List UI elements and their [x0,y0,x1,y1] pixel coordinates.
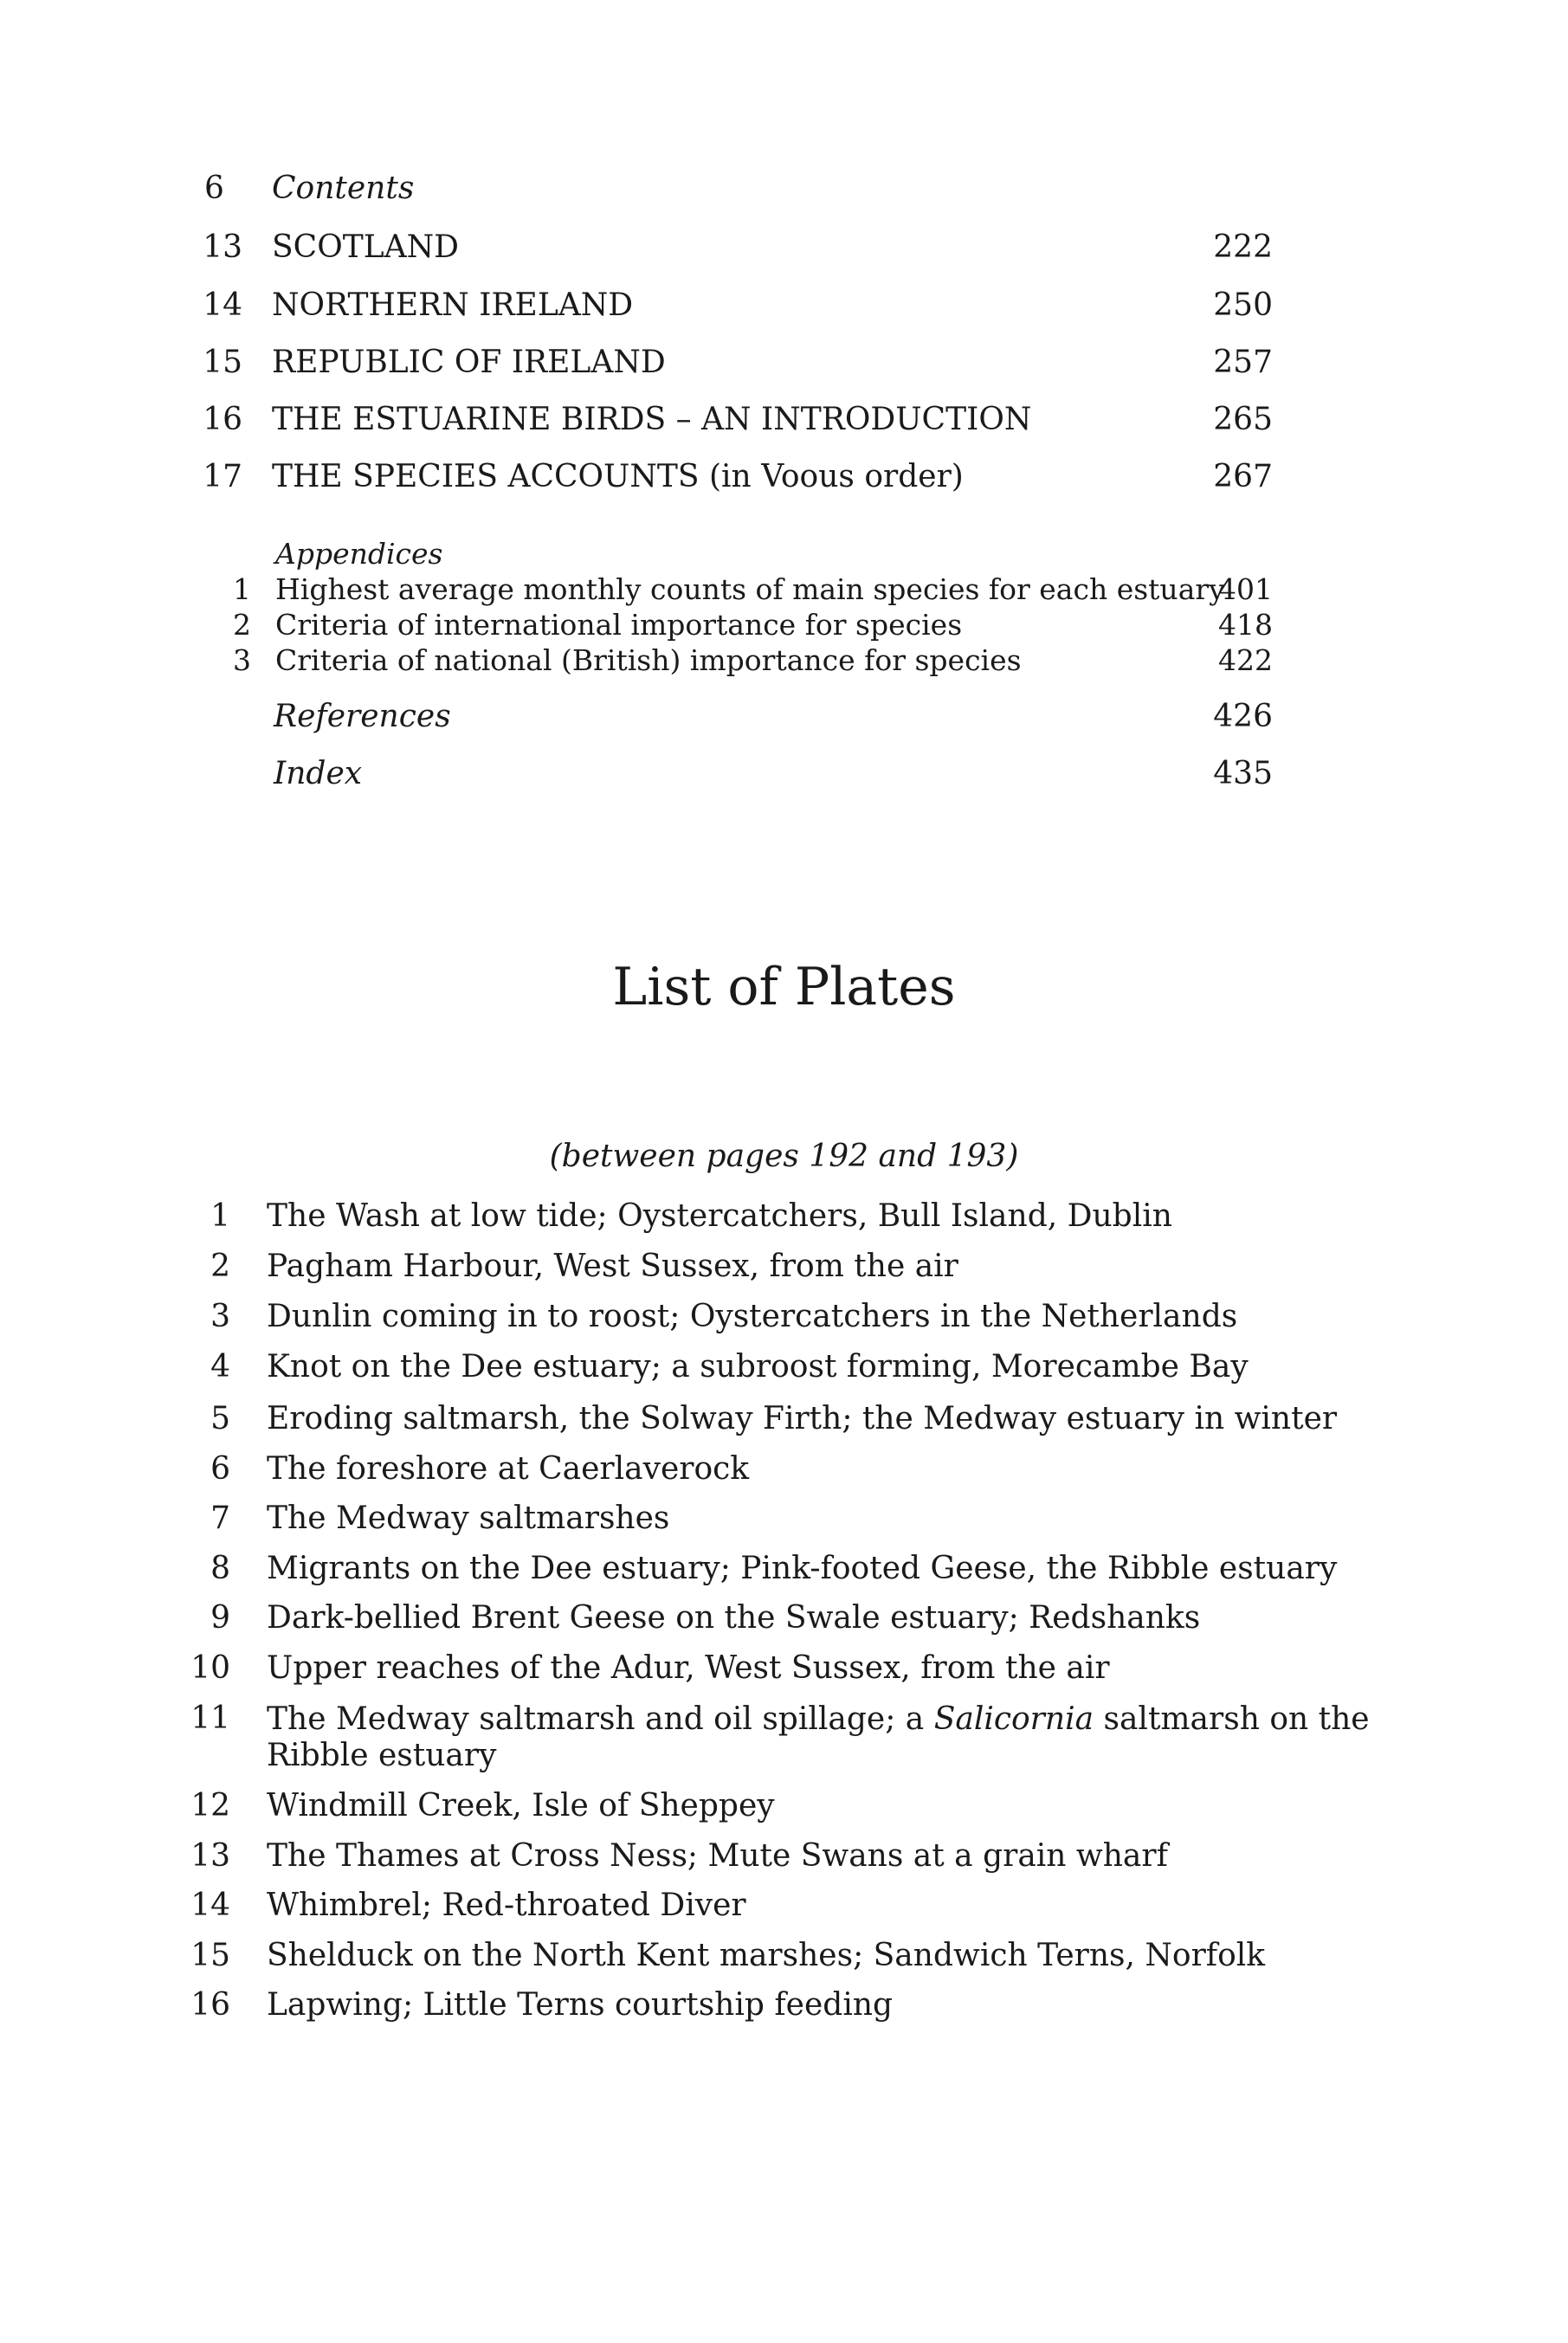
plate-caption: Windmill Creek, Isle of Sheppey [267,1788,775,1823]
chapter-number: 17 [203,459,242,494]
plate-number: 11 [190,1701,230,1736]
plate-caption-part: saltmarsh on the Ribble estuary [267,1701,1370,1773]
plate-caption: Whimbrel; Red-throated Diver [267,1888,746,1923]
plate-caption [267,1701,1427,1774]
appendix-number: 1 [233,572,251,606]
plate-caption: The Medway saltmarshes [267,1501,670,1536]
appendix-title: Criteria of international importance for species [275,608,963,642]
plate-caption: Migrants on the Dee estuary; Pink-footed Geese, the Ribble estuary [267,1551,1338,1586]
plate-number: 1 [210,1198,230,1234]
chapter-number: 13 [203,229,242,265]
chapter-title: SCOTLAND [272,229,459,265]
plate-number: 10 [190,1650,230,1686]
plates-subtitle: (between pages 192 and 193) [549,1139,1019,1174]
plate-caption: The Thames at Cross Ness; Mute Swans at a grain wharf [267,1838,1168,1874]
plate-number: 6 [210,1451,230,1487]
plate-caption: The Wash at low tide; Oystercatchers, Bull Island, Dublin [267,1198,1172,1234]
appendix-number: 2 [233,608,251,642]
chapter-page: 257 [1213,345,1273,380]
running-header-title: Contents [272,171,415,206]
running-page-number: 6 [204,171,224,206]
plate-caption: Eroding saltmarsh, the Solway Firth; the Medway estuary in winter [267,1401,1338,1436]
plate-caption: Knot on the Dee estuary; a subroost forming, Morecambe Bay [267,1349,1249,1384]
plate-number: 5 [210,1401,230,1436]
plate-number: 14 [190,1888,230,1923]
plate-number: 12 [190,1788,230,1823]
index-page: 435 [1213,756,1273,791]
chapter-page: 265 [1213,402,1273,437]
plate-caption-italic: Salicornia [933,1701,1094,1737]
appendix-number: 3 [233,643,251,677]
plate-caption: Dunlin coming in to roost; Oystercatchers in the Netherlands [267,1299,1238,1334]
plate-caption: Pagham Harbour, West Sussex, from the air [267,1249,958,1284]
chapter-title: NORTHERN IRELAND [272,287,634,323]
chapter-title: REPUBLIC OF IRELAND [272,345,666,380]
references-page: 426 [1213,699,1273,734]
plate-number: 15 [190,1938,230,1973]
chapter-page: 222 [1213,229,1273,265]
chapter-page: 267 [1213,459,1273,494]
chapter-title: THE SPECIES ACCOUNTS (in Voous order) [272,459,964,494]
plate-number: 16 [190,1987,230,2023]
index-label: Index [274,756,363,791]
plate-number: 9 [210,1600,230,1636]
appendix-page: 418 [1218,608,1273,642]
plate-caption: Shelduck on the North Kent marshes; Sandwich Terns, Norfolk [267,1938,1266,1973]
chapter-number: 16 [203,402,242,437]
plates-title: List of Plates [612,957,956,1017]
plate-number: 4 [210,1349,230,1384]
plate-caption: The foreshore at Caerlaverock [267,1451,750,1487]
appendix-page: 401 [1218,572,1273,606]
plate-caption: Dark-bellied Brent Geese on the Swale estuary; Redshanks [267,1600,1201,1636]
appendix-page: 422 [1218,643,1273,677]
plate-caption-part: The Medway saltmarsh and oil spillage; a [267,1701,934,1737]
chapter-number: 14 [203,287,242,323]
plate-number: 7 [210,1501,230,1536]
appendix-title: Criteria of national (British) importance for species [275,643,1022,677]
plate-caption: Lapwing; Little Terns courtship feeding [267,1987,894,2023]
appendices-heading: Appendices [275,537,443,571]
plate-number: 13 [190,1838,230,1874]
chapter-page: 250 [1213,287,1273,323]
appendix-title: Highest average monthly counts of main species for each estuary [275,572,1225,606]
chapter-title: THE ESTUARINE BIRDS – AN INTRODUCTION [272,402,1032,437]
plate-number: 8 [210,1551,230,1586]
plate-caption: Upper reaches of the Adur, West Sussex, from the air [267,1650,1110,1686]
references-label: References [274,699,451,734]
chapter-number: 15 [203,345,242,380]
plate-number: 2 [210,1249,230,1284]
plate-number: 3 [210,1299,230,1334]
